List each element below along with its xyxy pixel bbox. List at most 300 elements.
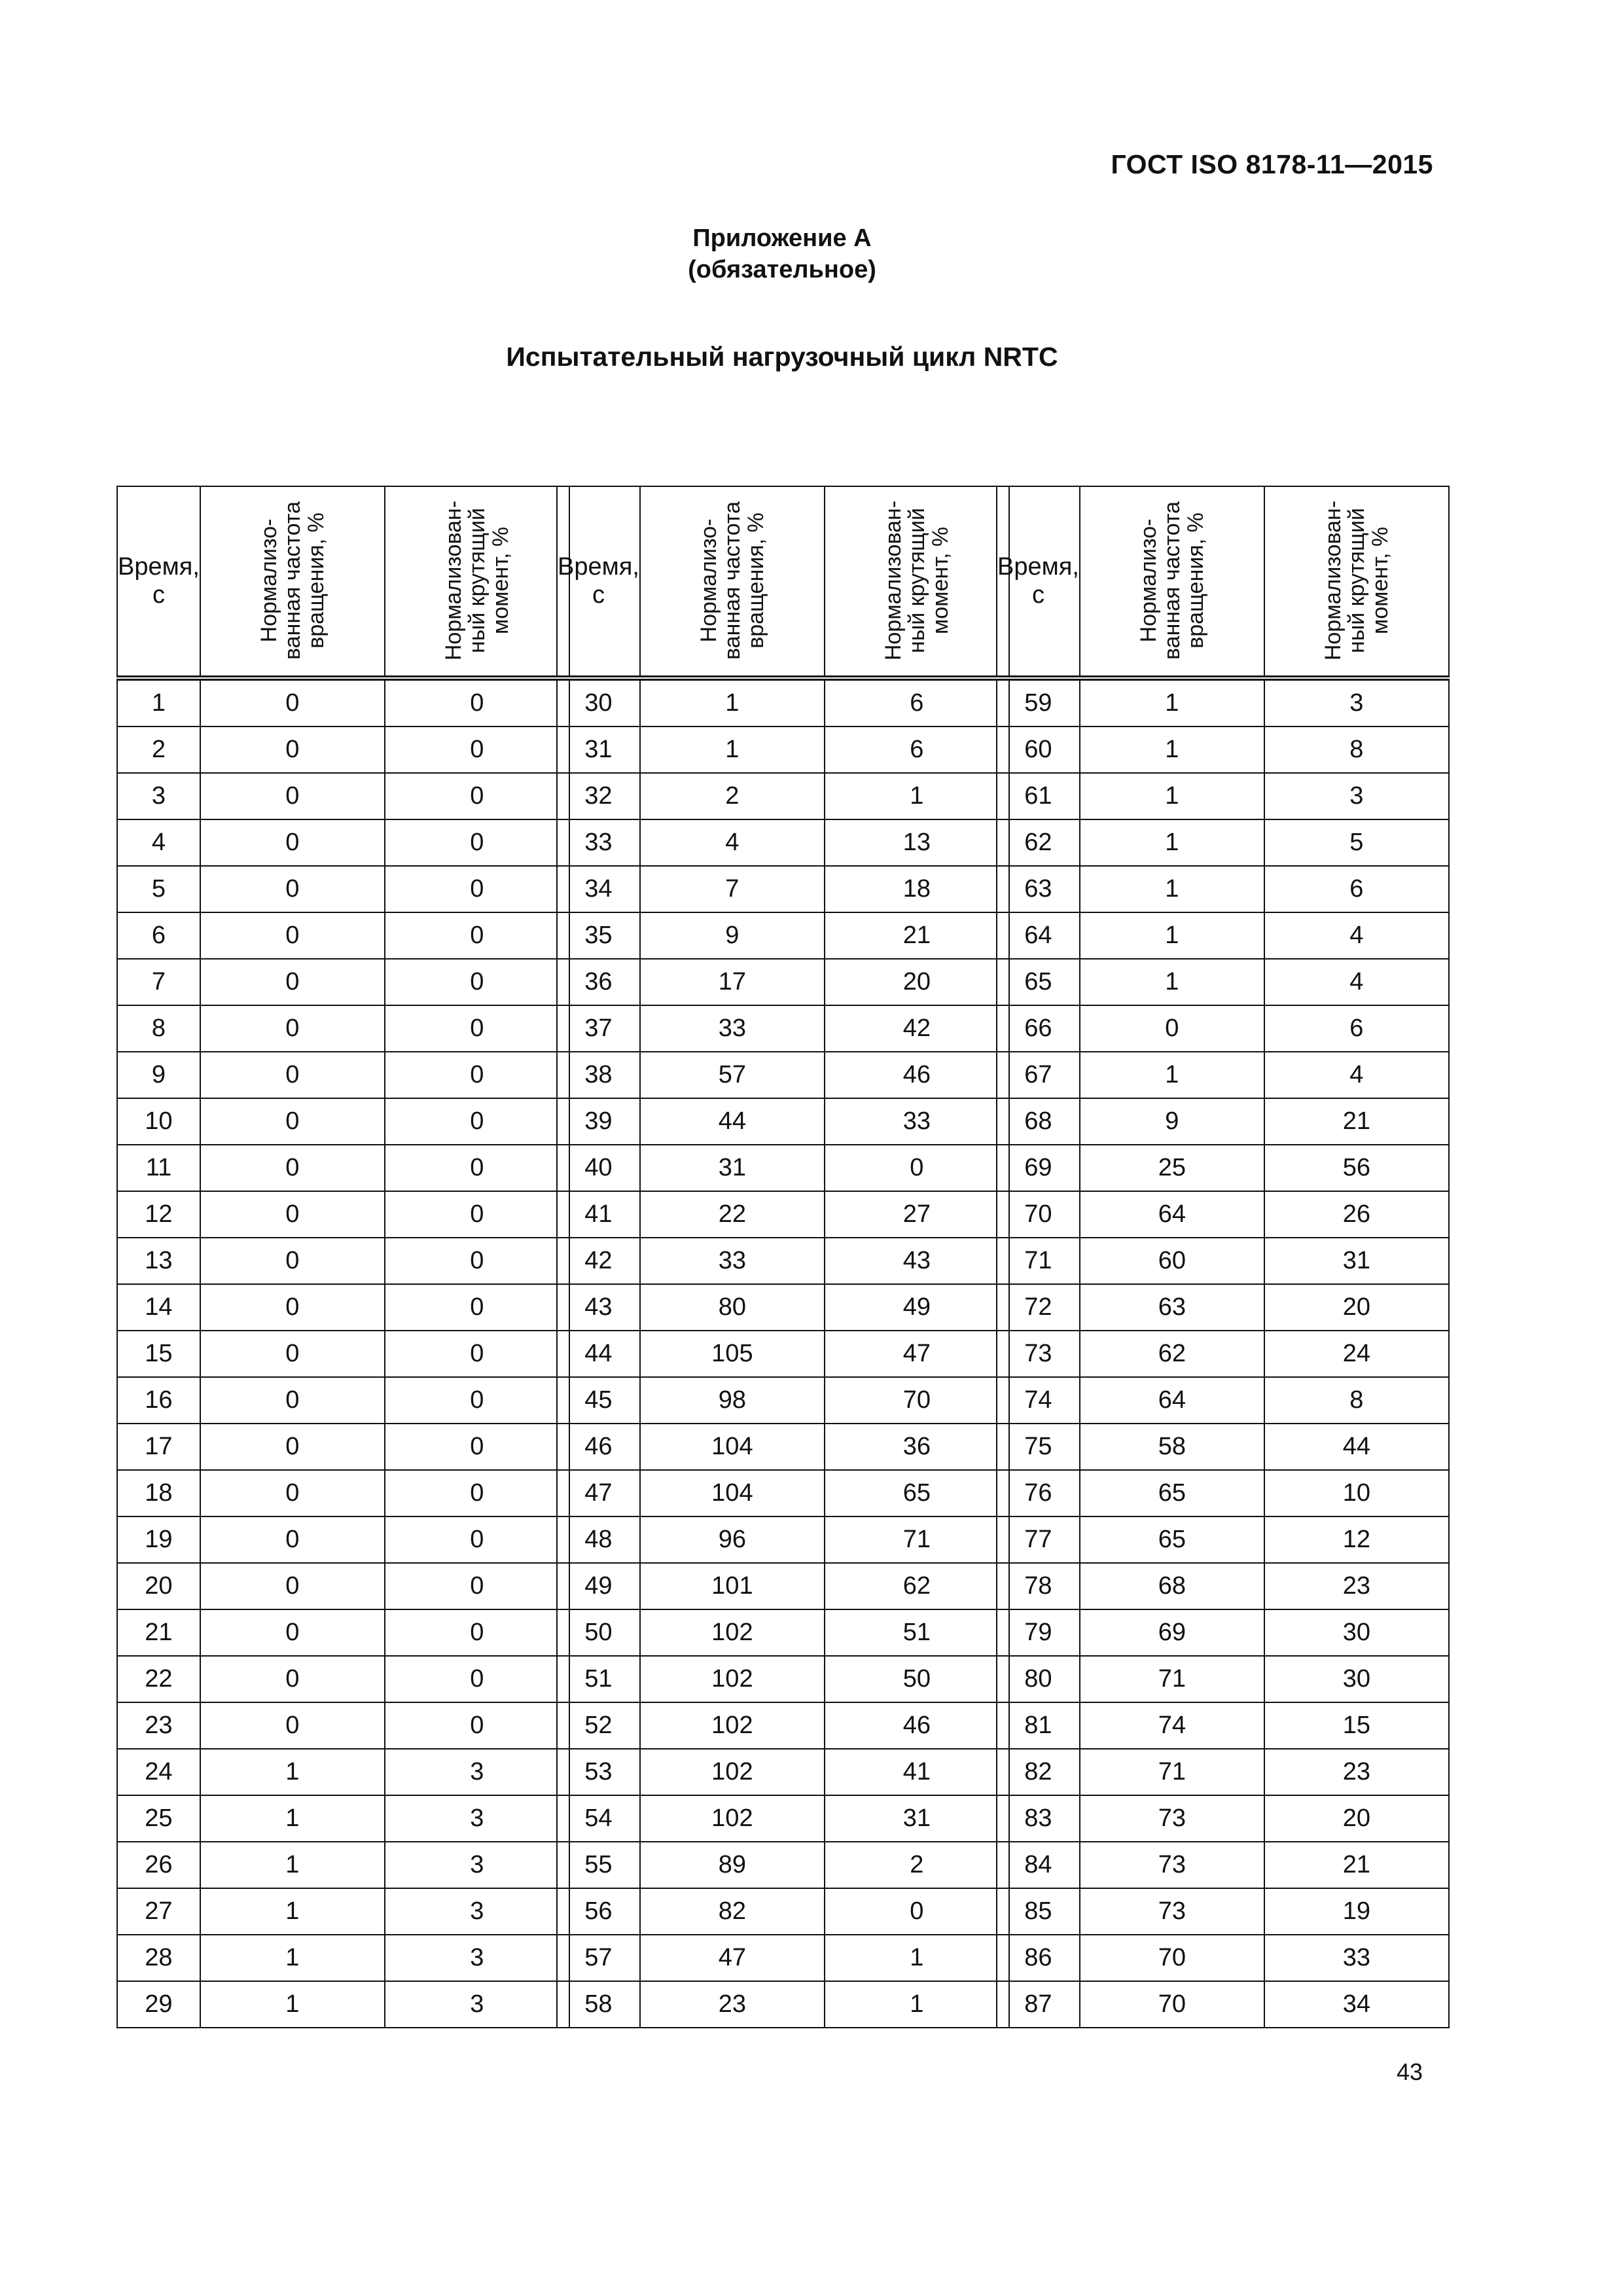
cell-speed: 89 <box>640 1842 825 1888</box>
cell-speed: 0 <box>200 1377 385 1424</box>
cell-torque: 0 <box>385 773 569 819</box>
table-row <box>557 1052 1009 1098</box>
cell-torque: 41 <box>825 1749 1009 1795</box>
cell-torque: 44 <box>1264 1424 1449 1470</box>
cell-torque: 3 <box>385 1795 569 1842</box>
cell-torque: 15 <box>1264 1702 1449 1749</box>
cell-torque: 0 <box>385 1331 569 1377</box>
cell-speed: 0 <box>200 1238 385 1284</box>
cell-speed: 31 <box>640 1145 825 1191</box>
column-header-speed: Нормализо-ванная частота вращения, % <box>640 486 825 678</box>
cell-torque: 0 <box>385 1516 569 1563</box>
table-row <box>557 1888 1009 1935</box>
appendix-heading <box>0 223 1564 285</box>
page-number: 43 <box>1396 2058 1423 2085</box>
cell-torque: 13 <box>825 819 1009 866</box>
cell-speed: 102 <box>640 1749 825 1795</box>
cell-speed: 1 <box>200 1935 385 1981</box>
cell-time: 26 <box>117 1842 200 1888</box>
cell-torque: 3 <box>385 1888 569 1935</box>
cell-time: 13 <box>117 1238 200 1284</box>
cell-torque: 33 <box>1264 1935 1449 1981</box>
cell-time: 57 <box>557 1935 640 1981</box>
cell-time: 27 <box>117 1888 200 1935</box>
cell-speed: 73 <box>1080 1888 1264 1935</box>
cell-time: 68 <box>997 1098 1080 1145</box>
cell-time: 3 <box>117 773 200 819</box>
table-row <box>117 1377 569 1424</box>
table-title: Испытательный нагрузочный цикл NRTC <box>506 342 1058 372</box>
cell-torque: 0 <box>385 912 569 959</box>
appendix-label: Приложение А <box>692 224 872 252</box>
table-row <box>557 678 1009 726</box>
cell-time: 16 <box>117 1377 200 1424</box>
cell-speed: 33 <box>640 1005 825 1052</box>
cell-time: 19 <box>117 1516 200 1563</box>
table-row <box>997 1098 1449 1145</box>
cell-torque: 31 <box>1264 1238 1449 1284</box>
cell-speed: 44 <box>640 1098 825 1145</box>
cell-torque: 42 <box>825 1005 1009 1052</box>
cell-time: 21 <box>117 1609 200 1656</box>
cell-torque: 3 <box>385 1749 569 1795</box>
cell-torque: 0 <box>385 678 569 726</box>
table-row <box>557 1005 1009 1052</box>
cell-torque: 36 <box>825 1424 1009 1470</box>
cell-time: 50 <box>557 1609 640 1656</box>
cell-speed: 102 <box>640 1702 825 1749</box>
cell-speed: 1 <box>640 726 825 773</box>
cell-time: 25 <box>117 1795 200 1842</box>
cell-torque: 20 <box>1264 1795 1449 1842</box>
cell-torque: 3 <box>385 1935 569 1981</box>
cell-time: 73 <box>997 1331 1080 1377</box>
cell-time: 39 <box>557 1098 640 1145</box>
table-row <box>997 773 1449 819</box>
cell-time: 4 <box>117 819 200 866</box>
cell-time: 37 <box>557 1005 640 1052</box>
table-row <box>117 1331 569 1377</box>
cell-torque: 8 <box>1264 726 1449 773</box>
table-row <box>117 1145 569 1191</box>
cell-time: 60 <box>997 726 1080 773</box>
cell-time: 6 <box>117 912 200 959</box>
cell-speed: 63 <box>1080 1284 1264 1331</box>
cell-time: 22 <box>117 1656 200 1702</box>
table-row <box>557 1424 1009 1470</box>
cell-torque: 6 <box>825 678 1009 726</box>
cell-speed: 17 <box>640 959 825 1005</box>
cell-time: 74 <box>997 1377 1080 1424</box>
table-row <box>557 1470 1009 1516</box>
cell-speed: 96 <box>640 1516 825 1563</box>
cell-time: 7 <box>117 959 200 1005</box>
cell-torque: 0 <box>385 819 569 866</box>
cell-torque: 50 <box>825 1656 1009 1702</box>
cell-time: 75 <box>997 1424 1080 1470</box>
cell-time: 80 <box>997 1656 1080 1702</box>
table-row <box>557 1377 1009 1424</box>
column-header-torque: Нормализован-ный крутящий момент, % <box>825 486 1009 678</box>
cell-time: 84 <box>997 1842 1080 1888</box>
cell-time: 29 <box>117 1981 200 2028</box>
cell-speed: 71 <box>1080 1656 1264 1702</box>
cell-speed: 0 <box>1080 1005 1264 1052</box>
cell-speed: 0 <box>200 1052 385 1098</box>
cell-time: 12 <box>117 1191 200 1238</box>
table-row <box>997 1702 1449 1749</box>
table-row <box>997 1005 1449 1052</box>
cell-time: 49 <box>557 1563 640 1609</box>
cell-time: 14 <box>117 1284 200 1331</box>
cell-time: 52 <box>557 1702 640 1749</box>
cell-time: 69 <box>997 1145 1080 1191</box>
cell-speed: 1 <box>1080 726 1264 773</box>
cell-speed: 0 <box>200 1098 385 1145</box>
cell-time: 17 <box>117 1424 200 1470</box>
cell-time: 35 <box>557 912 640 959</box>
table-row <box>997 866 1449 912</box>
cell-time: 20 <box>117 1563 200 1609</box>
table-row <box>997 1377 1449 1424</box>
cell-torque: 3 <box>1264 773 1449 819</box>
cell-torque: 2 <box>825 1842 1009 1888</box>
cell-torque: 0 <box>385 1284 569 1331</box>
cell-speed: 0 <box>200 1284 385 1331</box>
cell-speed: 0 <box>200 819 385 866</box>
cell-speed: 9 <box>640 912 825 959</box>
table-row <box>997 1145 1449 1191</box>
table-row <box>557 912 1009 959</box>
cell-speed: 0 <box>200 1656 385 1702</box>
cell-time: 48 <box>557 1516 640 1563</box>
cell-torque: 0 <box>385 1005 569 1052</box>
cell-torque: 46 <box>825 1702 1009 1749</box>
table-row <box>557 726 1009 773</box>
cell-speed: 104 <box>640 1424 825 1470</box>
cell-speed: 73 <box>1080 1842 1264 1888</box>
table-row <box>557 1609 1009 1656</box>
cell-speed: 0 <box>200 912 385 959</box>
table-row <box>997 1563 1449 1609</box>
table-row <box>557 1331 1009 1377</box>
cell-speed: 70 <box>1080 1935 1264 1981</box>
cell-speed: 0 <box>200 1516 385 1563</box>
cell-torque: 51 <box>825 1609 1009 1656</box>
table-row <box>557 1981 1009 2028</box>
table-row <box>117 1842 569 1888</box>
table-row <box>997 1331 1449 1377</box>
cell-time: 62 <box>997 819 1080 866</box>
cell-speed: 105 <box>640 1331 825 1377</box>
table-row <box>997 1516 1449 1563</box>
cell-torque: 0 <box>385 1377 569 1424</box>
cell-speed: 0 <box>200 1563 385 1609</box>
cell-speed: 0 <box>200 773 385 819</box>
cell-time: 59 <box>997 678 1080 726</box>
table-row <box>117 726 569 773</box>
table-row <box>117 678 569 726</box>
cell-torque: 21 <box>1264 1842 1449 1888</box>
table-row <box>117 1191 569 1238</box>
cell-speed: 102 <box>640 1795 825 1842</box>
appendix-status: (обязательное) <box>688 256 876 283</box>
cell-time: 11 <box>117 1145 200 1191</box>
table-row <box>997 1656 1449 1702</box>
table-row <box>997 1842 1449 1888</box>
cell-speed: 1 <box>200 1981 385 2028</box>
table-row <box>117 959 569 1005</box>
table-row <box>117 1284 569 1331</box>
cell-speed: 0 <box>200 726 385 773</box>
column-header-speed: Нормализо-ванная частота вращения, % <box>200 486 385 678</box>
table-row <box>117 1424 569 1470</box>
table-row <box>557 1284 1009 1331</box>
table-row <box>997 959 1449 1005</box>
cell-speed: 1 <box>1080 773 1264 819</box>
cell-time: 63 <box>997 866 1080 912</box>
cell-torque: 4 <box>1264 1052 1449 1098</box>
table-row <box>997 1888 1449 1935</box>
cell-torque: 3 <box>385 1842 569 1888</box>
cell-speed: 22 <box>640 1191 825 1238</box>
table-row <box>557 1145 1009 1191</box>
cell-speed: 62 <box>1080 1331 1264 1377</box>
cell-torque: 49 <box>825 1284 1009 1331</box>
table-row <box>117 1795 569 1842</box>
cell-time: 61 <box>997 773 1080 819</box>
table-row <box>997 1981 1449 2028</box>
cell-torque: 47 <box>825 1331 1009 1377</box>
cell-speed: 1 <box>1080 1052 1264 1098</box>
cell-torque: 4 <box>1264 959 1449 1005</box>
cell-torque: 30 <box>1264 1656 1449 1702</box>
cell-time: 72 <box>997 1284 1080 1331</box>
cell-speed: 58 <box>1080 1424 1264 1470</box>
cell-time: 32 <box>557 773 640 819</box>
cell-speed: 1 <box>200 1795 385 1842</box>
cell-time: 81 <box>997 1702 1080 1749</box>
cell-torque: 23 <box>1264 1749 1449 1795</box>
cell-torque: 71 <box>825 1516 1009 1563</box>
nrtc-table-part-3 <box>996 486 1450 2028</box>
cell-speed: 57 <box>640 1052 825 1098</box>
cell-speed: 1 <box>1080 959 1264 1005</box>
cell-torque: 0 <box>385 1656 569 1702</box>
table-row <box>557 1702 1009 1749</box>
cell-torque: 31 <box>825 1795 1009 1842</box>
cell-torque: 0 <box>385 1470 569 1516</box>
cell-time: 9 <box>117 1052 200 1098</box>
table-row <box>997 1609 1449 1656</box>
cell-time: 30 <box>557 678 640 726</box>
cell-time: 77 <box>997 1516 1080 1563</box>
column-header-speed: Нормализо-ванная частота вращения, % <box>1080 486 1264 678</box>
table-row <box>117 912 569 959</box>
cell-speed: 0 <box>200 866 385 912</box>
cell-speed: 0 <box>200 678 385 726</box>
table-row <box>557 1191 1009 1238</box>
table-row <box>557 866 1009 912</box>
cell-time: 1 <box>117 678 200 726</box>
cell-torque: 1 <box>825 773 1009 819</box>
table-row <box>997 726 1449 773</box>
cell-torque: 23 <box>1264 1563 1449 1609</box>
table-body <box>997 678 1449 2028</box>
table-row <box>557 819 1009 866</box>
cell-speed: 23 <box>640 1981 825 2028</box>
cell-speed: 102 <box>640 1656 825 1702</box>
table-row <box>117 1470 569 1516</box>
table-row <box>557 1935 1009 1981</box>
table-row <box>997 1795 1449 1842</box>
table-row <box>117 866 569 912</box>
table-row <box>997 1470 1449 1516</box>
document-code: ГОСТ ISO 8178-11—2015 <box>1111 149 1433 179</box>
cell-time: 64 <box>997 912 1080 959</box>
column-header-torque: Нормализован-ный крутящий момент, % <box>385 486 569 678</box>
table-row <box>557 1795 1009 1842</box>
cell-time: 40 <box>557 1145 640 1191</box>
cell-time: 56 <box>557 1888 640 1935</box>
cell-speed: 33 <box>640 1238 825 1284</box>
cell-speed: 104 <box>640 1470 825 1516</box>
cell-time: 87 <box>997 1981 1080 2028</box>
cell-time: 82 <box>997 1749 1080 1795</box>
cell-time: 38 <box>557 1052 640 1098</box>
table-body <box>557 678 1009 2028</box>
cell-torque: 3 <box>385 1981 569 2028</box>
cell-time: 45 <box>557 1377 640 1424</box>
cell-torque: 30 <box>1264 1609 1449 1656</box>
cell-speed: 64 <box>1080 1191 1264 1238</box>
column-header-time: Время, с <box>997 486 1080 678</box>
cell-torque: 0 <box>825 1145 1009 1191</box>
cell-torque: 0 <box>385 1702 569 1749</box>
cell-torque: 4 <box>1264 912 1449 959</box>
cell-time: 5 <box>117 866 200 912</box>
table-row <box>117 1935 569 1981</box>
cell-torque: 56 <box>1264 1145 1449 1191</box>
table-row <box>117 1702 569 1749</box>
cell-time: 86 <box>997 1935 1080 1981</box>
cell-speed: 9 <box>1080 1098 1264 1145</box>
cell-time: 42 <box>557 1238 640 1284</box>
cell-speed: 74 <box>1080 1702 1264 1749</box>
cell-speed: 1 <box>200 1749 385 1795</box>
table-row <box>997 1052 1449 1098</box>
cell-torque: 27 <box>825 1191 1009 1238</box>
cell-time: 79 <box>997 1609 1080 1656</box>
table-row <box>997 1424 1449 1470</box>
cell-time: 51 <box>557 1656 640 1702</box>
table-row <box>997 1238 1449 1284</box>
table-row <box>117 1563 569 1609</box>
cell-torque: 20 <box>1264 1284 1449 1331</box>
cell-torque: 0 <box>385 1052 569 1098</box>
cell-speed: 71 <box>1080 1749 1264 1795</box>
table-row <box>557 1563 1009 1609</box>
cell-torque: 0 <box>385 1238 569 1284</box>
cell-torque: 43 <box>825 1238 1009 1284</box>
table-row <box>997 1935 1449 1981</box>
cell-time: 24 <box>117 1749 200 1795</box>
table-row <box>997 1749 1449 1795</box>
cell-time: 43 <box>557 1284 640 1331</box>
cell-time: 18 <box>117 1470 200 1516</box>
cell-torque: 6 <box>1264 1005 1449 1052</box>
cell-torque: 26 <box>1264 1191 1449 1238</box>
cell-time: 2 <box>117 726 200 773</box>
cell-time: 15 <box>117 1331 200 1377</box>
nrtc-table-part-1 <box>116 486 570 2028</box>
cell-time: 71 <box>997 1238 1080 1284</box>
cell-torque: 1 <box>825 1981 1009 2028</box>
table-row <box>557 1238 1009 1284</box>
cell-torque: 33 <box>825 1098 1009 1145</box>
cell-speed: 1 <box>1080 912 1264 959</box>
table-row <box>997 1191 1449 1238</box>
cell-torque: 18 <box>825 866 1009 912</box>
table-row <box>117 819 569 866</box>
cell-time: 44 <box>557 1331 640 1377</box>
cell-speed: 1 <box>640 678 825 726</box>
cell-speed: 70 <box>1080 1981 1264 2028</box>
table-row <box>117 773 569 819</box>
table-row <box>117 1749 569 1795</box>
cell-torque: 6 <box>1264 866 1449 912</box>
cell-torque: 6 <box>825 726 1009 773</box>
cell-torque: 0 <box>385 1145 569 1191</box>
table-row <box>117 1516 569 1563</box>
cell-speed: 0 <box>200 1331 385 1377</box>
cell-speed: 0 <box>200 1470 385 1516</box>
cell-time: 65 <box>997 959 1080 1005</box>
cell-speed: 0 <box>200 1191 385 1238</box>
cell-torque: 24 <box>1264 1331 1449 1377</box>
cell-torque: 34 <box>1264 1981 1449 2028</box>
cell-speed: 73 <box>1080 1795 1264 1842</box>
cell-torque: 3 <box>1264 678 1449 726</box>
cell-speed: 1 <box>1080 866 1264 912</box>
cell-speed: 98 <box>640 1377 825 1424</box>
column-header-time: Время, с <box>557 486 640 678</box>
table-row <box>997 819 1449 866</box>
cell-speed: 82 <box>640 1888 825 1935</box>
table-row <box>557 1098 1009 1145</box>
cell-time: 10 <box>117 1098 200 1145</box>
column-header-time: Время, с <box>117 486 200 678</box>
cell-speed: 7 <box>640 866 825 912</box>
cell-torque: 19 <box>1264 1888 1449 1935</box>
cell-time: 36 <box>557 959 640 1005</box>
cell-speed: 25 <box>1080 1145 1264 1191</box>
cell-time: 53 <box>557 1749 640 1795</box>
table-row <box>117 1656 569 1702</box>
cell-time: 83 <box>997 1795 1080 1842</box>
cell-torque: 20 <box>825 959 1009 1005</box>
cell-speed: 64 <box>1080 1377 1264 1424</box>
table-row <box>557 1842 1009 1888</box>
cell-time: 31 <box>557 726 640 773</box>
cell-torque: 21 <box>1264 1098 1449 1145</box>
cell-speed: 1 <box>1080 678 1264 726</box>
cell-torque: 0 <box>385 959 569 1005</box>
cell-speed: 68 <box>1080 1563 1264 1609</box>
cell-time: 55 <box>557 1842 640 1888</box>
table-row <box>117 1098 569 1145</box>
cell-torque: 5 <box>1264 819 1449 866</box>
